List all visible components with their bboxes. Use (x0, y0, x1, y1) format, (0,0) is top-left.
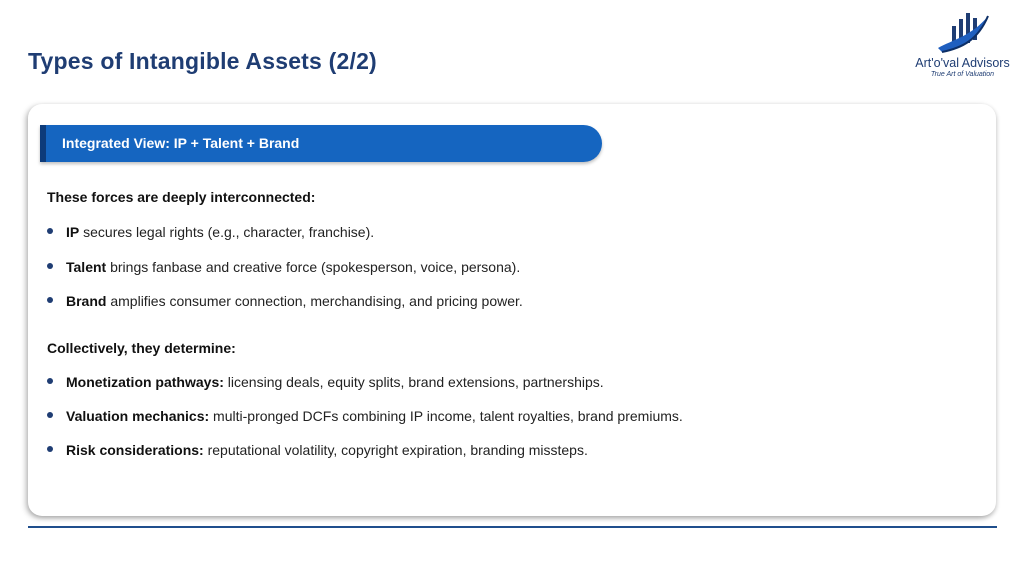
bullet-text: licensing deals, equity splits, brand extensions, partnerships. (223, 374, 604, 390)
section-banner (40, 125, 602, 162)
bullet-term: Risk considerations: (66, 442, 204, 458)
footer-rule (28, 526, 997, 528)
bullet-icon (47, 297, 53, 303)
bullet-icon (47, 378, 53, 384)
bullet-icon (47, 412, 53, 418)
bullet-text: reputational volatility, copyright expiration, branding missteps. (203, 442, 588, 458)
list-item (47, 259, 520, 275)
banner-label: Integrated View: IP + Talent + Brand (62, 135, 300, 151)
logo-name: Art'o'val Advisors (915, 56, 1010, 70)
bullet-icon (47, 446, 53, 452)
logo-tagline: True Art of Valuation (930, 71, 995, 78)
section2-heading: Collectively, they determine: (47, 340, 236, 356)
list-item (47, 374, 604, 390)
list-item (47, 442, 588, 458)
bullet-icon (47, 263, 53, 269)
bullet-term: Monetization pathways: (66, 374, 224, 390)
bullet-text: multi-pronged DCFs combining IP income, talent royalties, brand premiums. (209, 408, 683, 424)
bullet-text: secures legal rights (e.g., character, franchise). (79, 224, 375, 240)
bar-chart-logo-icon (932, 10, 992, 56)
bullet-icon (47, 228, 53, 234)
banner-accent (40, 125, 46, 162)
list-item (47, 408, 683, 424)
bullet-term: Talent (66, 259, 107, 275)
company-logo (905, 10, 1020, 82)
bullet-term: IP (66, 224, 80, 240)
list-item (47, 224, 374, 240)
bullet-term: Brand (66, 293, 107, 309)
bullet-text: amplifies consumer connection, merchandising, and pricing power. (106, 293, 523, 309)
section1-heading: These forces are deeply interconnected: (47, 189, 316, 205)
list-item (47, 293, 523, 309)
content-card (28, 104, 996, 516)
slide-title: Types of Intangible Assets (2/2) (28, 48, 377, 74)
bullet-text: brings fanbase and creative force (spokesperson, voice, persona). (106, 259, 521, 275)
bullet-term: Valuation mechanics: (66, 408, 210, 424)
